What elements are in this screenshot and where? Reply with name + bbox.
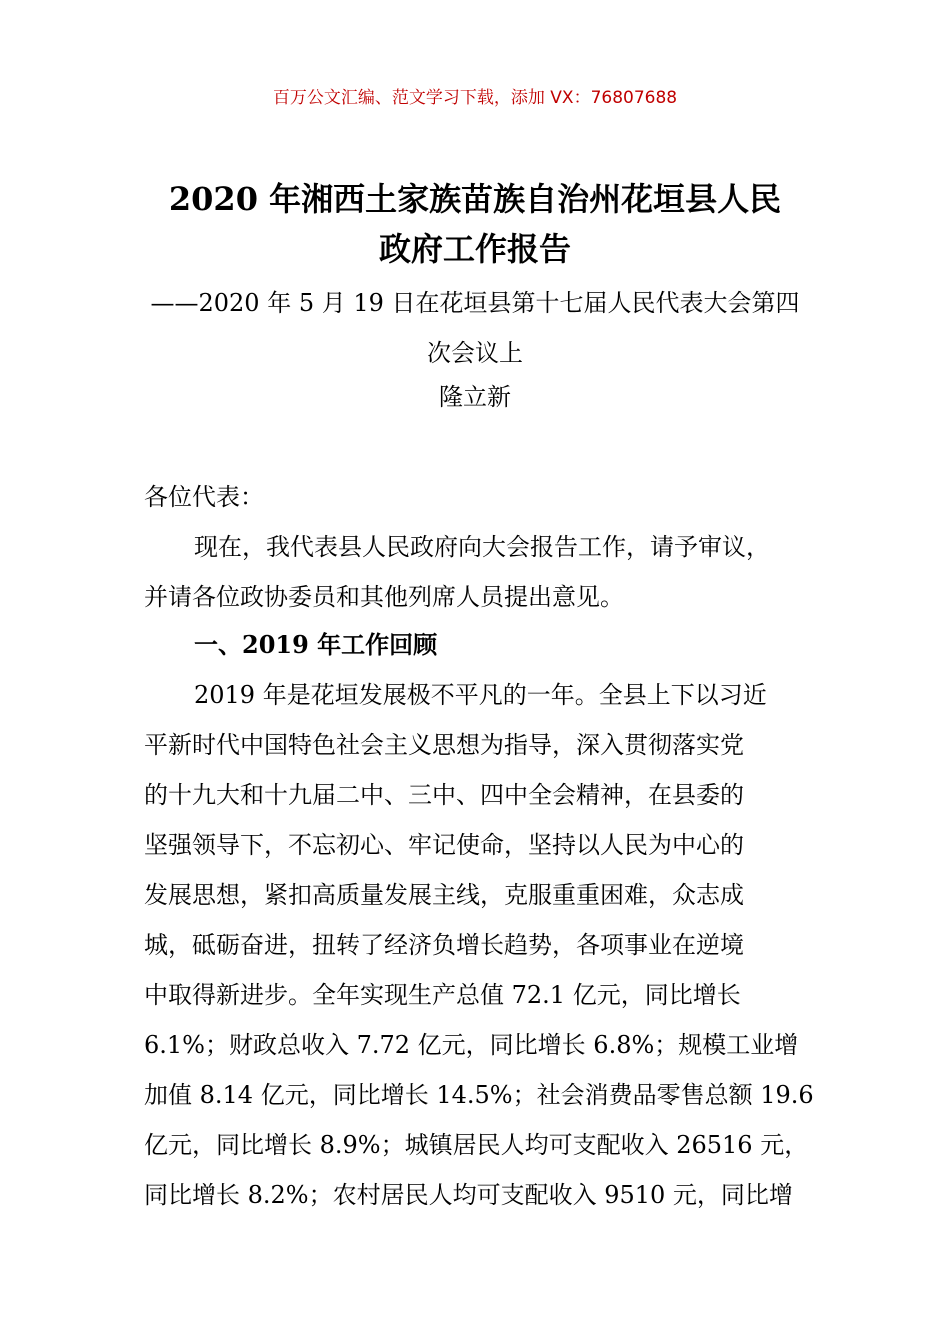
header-watermark-note: 百万公文汇编、范文学习下载，添加 VX：76807688 [272,88,678,108]
title-line-1: 2020 年湘西土家族苗族自治州花垣县人民 [168,180,782,218]
author-name: 隆立新 [439,383,511,411]
paragraph-line: 2019 年是花垣发展极不平凡的一年。全县上下以习近 [194,681,767,709]
salutation-text: 各位代表： [144,483,264,511]
title-line-2: 政府工作报告 [378,230,571,268]
subtitle-line-2: 次会议上 [427,339,523,367]
subtitle-line-1: ——2020 年 5 月 19 日在花垣县第十七届人民代表大会第四 [150,289,800,317]
section-heading [144,620,834,670]
paragraph-line: 同比增长 8.2%；农村居民人均可支配收入 9510 元，同比增 [144,1181,793,1209]
paragraph-line: 加值 8.14 亿元，同比增长 14.5%；社会消费品零售总额 19.6 [144,1081,814,1109]
paragraph-line: 平新时代中国特色社会主义思想为指导，深入贯彻落实党 [144,731,744,759]
document-title [0,174,950,274]
paragraph-intro [144,522,834,622]
paragraph-line: 城，砥砺奋进，扭转了经济负增长趋势，各项事业在逆境 [144,931,744,959]
document-subtitle [0,278,950,378]
paragraph-line: 6.1%；财政总收入 7.72 亿元，同比增长 6.8%；规模工业增 [144,1031,799,1059]
paragraph-line: 并请各位政协委员和其他列席人员提出意见。 [144,583,624,611]
paragraph-line: 亿元，同比增长 8.9%；城镇居民人均可支配收入 26516 元， [144,1131,809,1159]
paragraph-line: 现在，我代表县人民政府向大会报告工作，请予审议， [194,533,770,561]
paragraph-line: 的十九大和十九届二中、三中、四中全会精神，在县委的 [144,781,744,809]
paragraph-review [144,670,834,1220]
section-heading-text: 一、2019 年工作回顾 [194,630,438,659]
salutation [144,472,834,522]
paragraph-line: 发展思想，紧扣高质量发展主线，克服重重困难，众志成 [144,881,744,909]
paragraph-line: 坚强领导下，不忘初心、牢记使命，坚持以人民为中心的 [144,831,744,859]
paragraph-line: 中取得新进步。全年实现生产总值 72.1 亿元，同比增长 [144,981,741,1009]
